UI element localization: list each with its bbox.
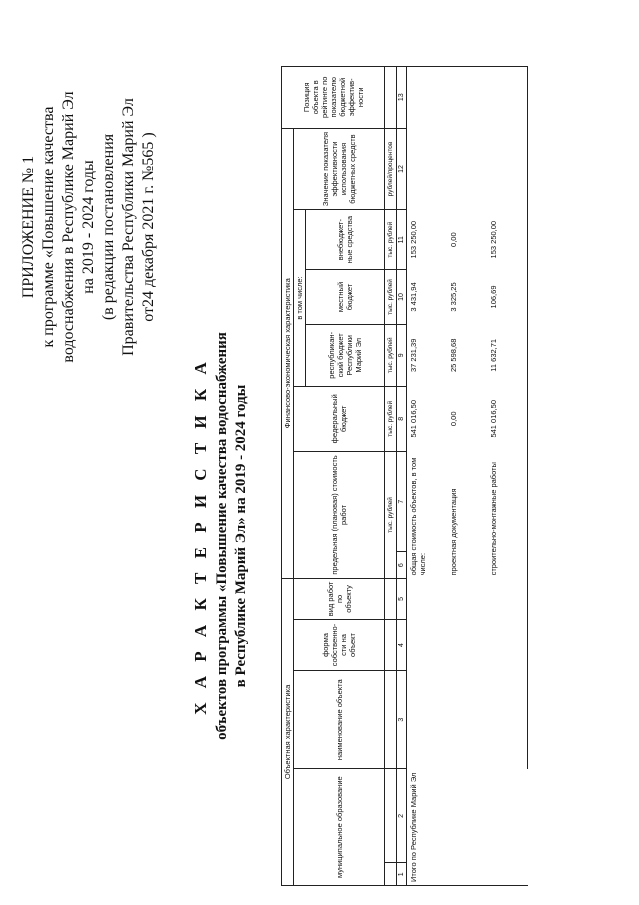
cell-local: 3 325,25 bbox=[449, 282, 458, 312]
unit-efficiency: рублей/процентов bbox=[385, 128, 397, 210]
col-cost-header: предельная (плановая) стоимость работ bbox=[294, 452, 385, 579]
cell-republic: 37 231,39 bbox=[409, 338, 418, 372]
col-number: 10 bbox=[397, 269, 407, 324]
heading-subtitle: объектов программы «Повышение качества водоснабжения bbox=[214, 332, 230, 740]
table-row bbox=[487, 67, 528, 886]
cell-federal: 0,00 bbox=[449, 411, 458, 427]
unit-offbudget: тыс. рублей bbox=[385, 210, 397, 269]
col-federal-header: федеральный бюджет bbox=[294, 386, 385, 452]
characteristics-table bbox=[281, 66, 528, 886]
total-label: Итого по Республике Марий Эл bbox=[407, 769, 528, 886]
col-position-header: Позиция объекта в рейтинге по показателю бюджетной эффектив-ности bbox=[282, 67, 385, 129]
appendix-title: ПРИЛОЖЕНИЕ № 1 bbox=[20, 155, 37, 299]
unit-local: тыс. рублей bbox=[385, 269, 397, 324]
cell-local: 106,69 bbox=[487, 269, 528, 324]
appendix-line: (в редакции постановления bbox=[100, 133, 117, 321]
heading-subtitle: в Республике Марий Эл» на 2019 - 2024 годы bbox=[233, 384, 249, 688]
col-republic-header: республикан-ский бюджет Республики Марий Эл bbox=[306, 325, 385, 386]
unit-federal: тыс. рублей bbox=[385, 386, 397, 452]
cell-local: 3 431,94 bbox=[409, 282, 418, 312]
appendix-line: на 2019 - 2024 годы bbox=[80, 160, 97, 294]
appendix-line: к программе «Повышение качества bbox=[40, 106, 57, 348]
appendix-line: Правительства Республики Марий Эл bbox=[120, 98, 137, 356]
cell-offbudget: 153 250,00 bbox=[409, 220, 418, 259]
row-label: строительно-монтажные работы bbox=[487, 452, 528, 579]
col-number: 9 bbox=[397, 325, 407, 386]
heading-title: Х А Р А К Т Е Р И С Т И К А bbox=[191, 357, 210, 715]
col-number: 13 bbox=[397, 67, 407, 129]
group-object-header: Объектная характеристика bbox=[282, 578, 294, 885]
col-number: 1 bbox=[397, 863, 407, 886]
col-offbudget-header: внебюджет-ные средства bbox=[306, 210, 385, 269]
col-local-header: местный бюджет bbox=[306, 269, 385, 324]
appendix-line: водоснабжения в Республике Марий Эл bbox=[60, 91, 77, 363]
col-number: 2 bbox=[397, 769, 407, 863]
col-including-header: в том числе: bbox=[294, 210, 306, 386]
col-number: 11 bbox=[397, 210, 407, 269]
col-ownership-header: форма собственно-сти на объект bbox=[294, 619, 385, 670]
document-heading bbox=[189, 256, 251, 816]
row-label: общая стоимость объектов, в том числе: bbox=[409, 457, 427, 576]
col-number: 3 bbox=[397, 671, 407, 769]
unit-republic: тыс. рублей bbox=[385, 325, 397, 386]
col-efficiency-header: Значение показателя эффективности использования бюджетных средств bbox=[294, 128, 385, 210]
col-object-name-header: наименование объекта bbox=[294, 671, 385, 769]
col-number: 12 bbox=[397, 128, 407, 210]
document-page bbox=[19, 46, 629, 886]
col-number: 6 bbox=[397, 552, 407, 579]
cell-republic: 25 598,68 bbox=[449, 338, 458, 372]
table-row bbox=[407, 67, 448, 886]
unit-cost: тыс. рублей bbox=[385, 452, 397, 579]
cell-federal: 541 016,50 bbox=[409, 400, 418, 438]
cell-offbudget: 153 250,00 bbox=[487, 210, 528, 269]
cell-offbudget: 0,00 bbox=[449, 232, 458, 247]
appendix-date: от24 декабря 2021 г. №565 ) bbox=[140, 132, 157, 322]
appendix-block bbox=[19, 62, 159, 392]
table-row bbox=[447, 67, 487, 886]
col-number: 4 bbox=[397, 619, 407, 670]
col-number: 7 bbox=[397, 452, 407, 552]
col-municipality-header: муниципальное образование bbox=[294, 769, 385, 886]
col-work-type-header: вид работ по объекту bbox=[294, 578, 385, 619]
col-number: 5 bbox=[397, 578, 407, 619]
cell-federal: 541 016,50 bbox=[487, 386, 528, 452]
cell-republic: 11 632,71 bbox=[487, 325, 528, 386]
row-label: проектная документация bbox=[449, 488, 458, 576]
group-finance-header: Финансово-экономическая характеристика bbox=[282, 128, 294, 578]
col-number: 8 bbox=[397, 386, 407, 452]
